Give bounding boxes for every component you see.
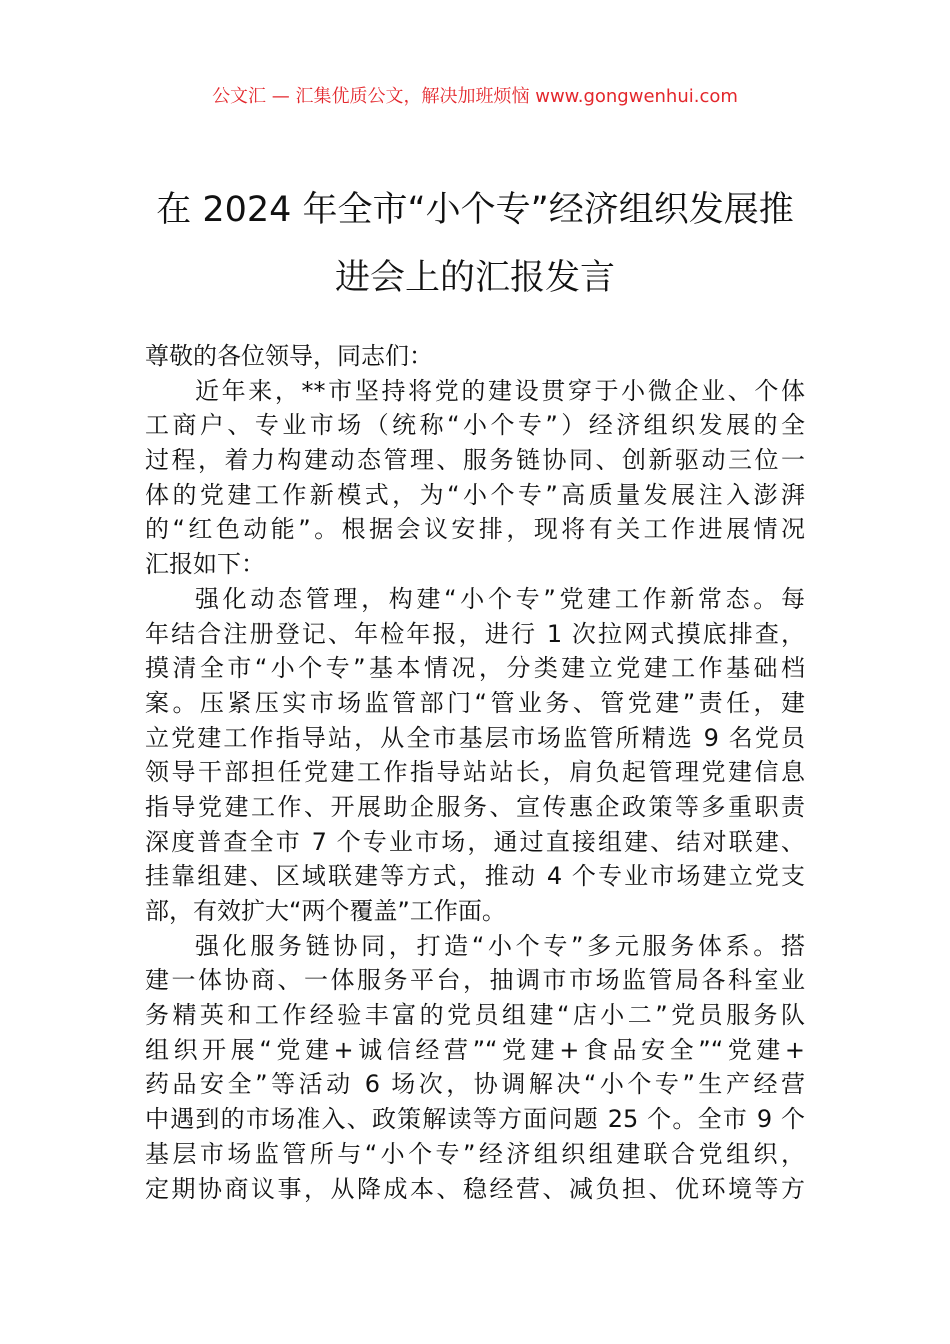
paragraph-line: 基层市场监管所与“小个专”经济组织组建联合党组织，: [145, 1139, 805, 1168]
paragraph: [145, 929, 805, 1207]
paragraph-line: 体的党建工作新模式，为“小个专”高质量发展注入澎湃: [145, 480, 805, 509]
paragraph-line: 近年来，**市坚持将党的建设贯穿于小微企业、个体: [195, 376, 805, 405]
paragraph-line: 深度普查全市 7 个专业市场，通过直接组建、结对联建、: [145, 827, 805, 856]
site-header-banner: 公文汇 — 汇集优质公文，解决加班烦恼 www.gongwenhui.com: [212, 86, 738, 107]
paragraph-line: 药品安全”等活动 6 场次，协调解决“小个专”生产经营: [145, 1070, 805, 1099]
paragraph-line: 强化动态管理，构建“小个专”党建工作新常态。每: [195, 584, 805, 613]
paragraph-line: 摸清全市“小个专”基本情况，分类建立党建工作基础档: [145, 654, 805, 683]
paragraph-line: 指导党建工作、开展助企服务、宣传惠企政策等多重职责: [145, 792, 805, 821]
paragraph: [145, 374, 805, 582]
paragraph-line: 强化服务链协同，打造“小个专”多元服务体系。搭: [195, 931, 805, 960]
document-body: [145, 339, 805, 1206]
paragraph-line: 定期协商议事，从降成本、稳经营、减负担、优环境等方: [145, 1174, 805, 1203]
paragraph-line: 工商户、专业市场（统称“小个专”）经济组织发展的全: [145, 411, 805, 440]
paragraph: [145, 582, 805, 929]
paragraph-line: 案。压紧压实市场监管部门“管业务、管党建”责任，建: [145, 688, 805, 717]
paragraph-line: 过程，着力构建动态管理、服务链协同、创新驱动三位一: [145, 446, 805, 475]
paragraph-line: 汇报如下：: [145, 550, 265, 579]
paragraph-line: 年结合注册登记、年检年报，进行 1 次拉网式摸底排查，: [145, 619, 805, 648]
title-line: 在 2024 年全市“小个专”经济组织发展推: [156, 190, 794, 230]
paragraph-line: 中遇到的市场准入、政策解读等方面问题 25 个。全市 9 个: [145, 1105, 805, 1134]
salutation: 尊敬的各位领导，同志们：: [145, 342, 433, 370]
paragraph-line: 组织开展“党建+诚信经营”“党建+食品安全”“党建+: [145, 1035, 805, 1064]
paragraphs: [145, 374, 805, 1207]
document-title: [0, 176, 950, 312]
paragraph-line: 领导干部担任党建工作指导站站长，肩负起管理党建信息: [145, 758, 805, 787]
paragraph-line: 立党建工作指导站，从全市基层市场监管所精选 9 名党员: [145, 723, 805, 752]
paragraph-line: 挂靠组建、区域联建等方式，推动 4 个专业市场建立党支: [145, 862, 805, 891]
paragraph-line: 的“红色动能”。根据会议安排，现将有关工作进展情况: [145, 515, 805, 544]
paragraph-line: 务精英和工作经验丰富的党员组建“店小二”党员服务队: [145, 1001, 805, 1030]
title-line: 进会上的汇报发言: [334, 258, 615, 298]
paragraph-line: 建一体协商、一体服务平台，抽调市市场监管局各科室业: [145, 966, 805, 995]
paragraph-line: 部，有效扩大“两个覆盖”工作面。: [145, 897, 506, 925]
